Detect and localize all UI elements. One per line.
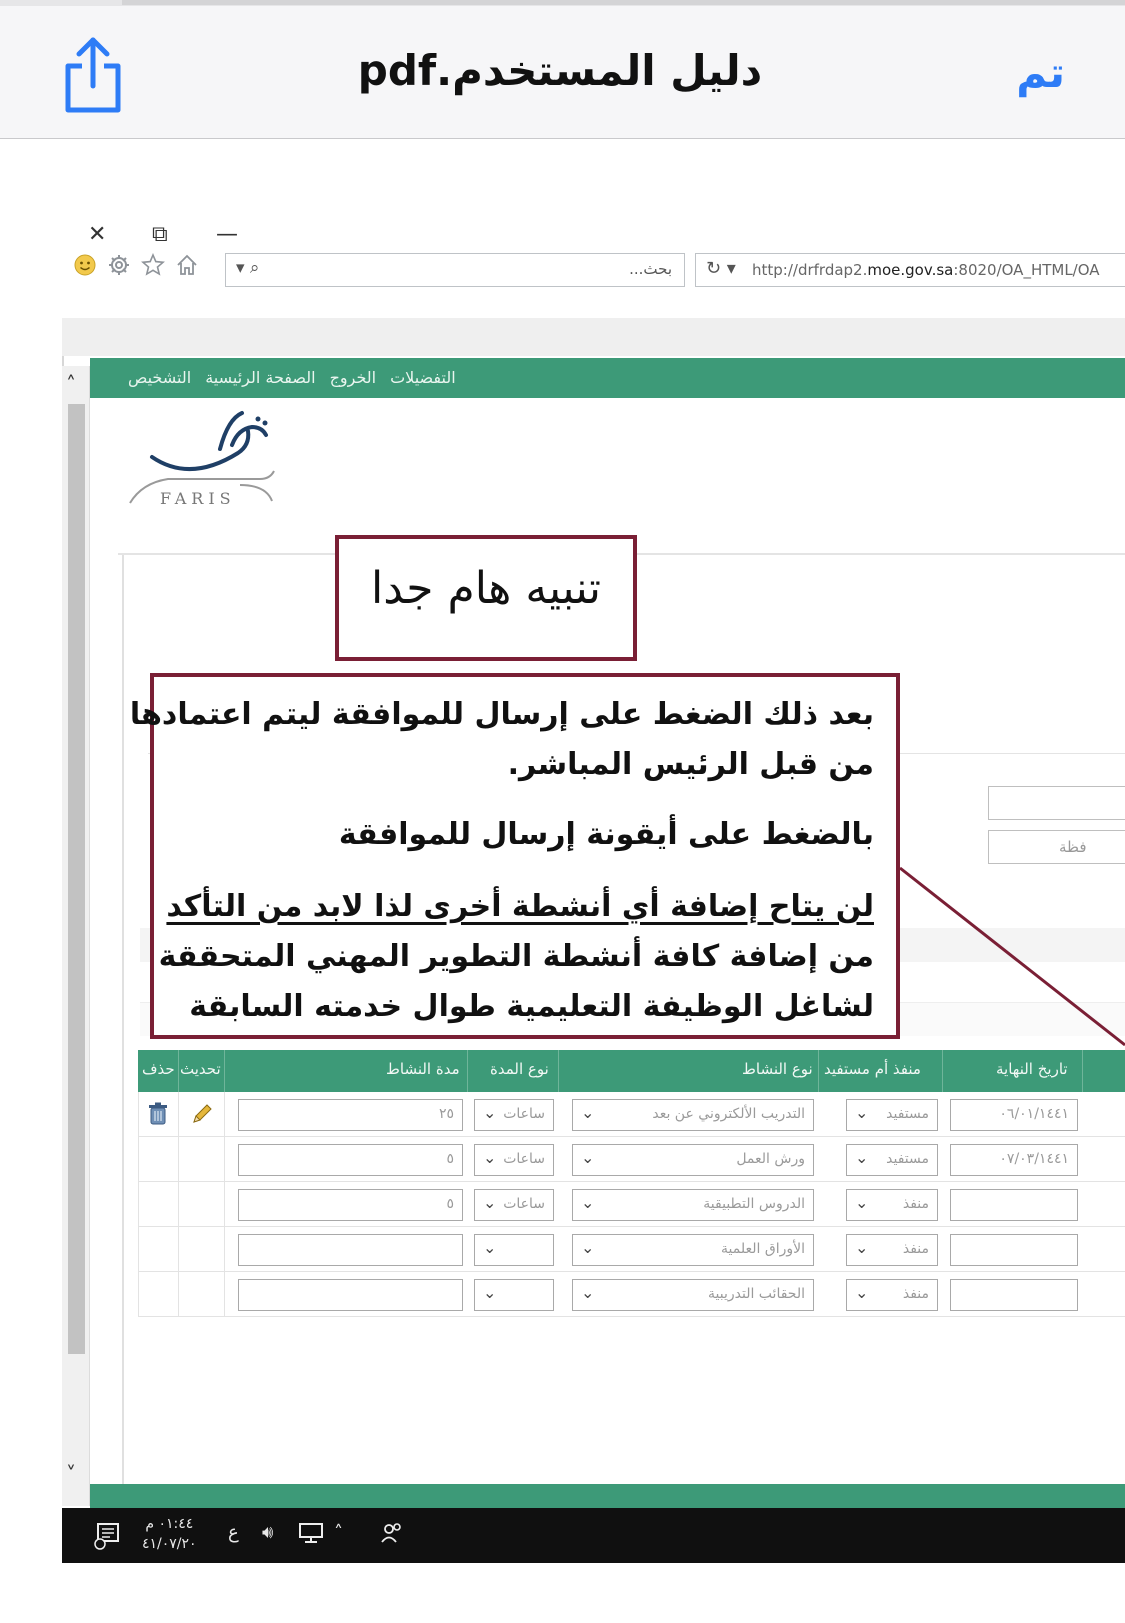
notification-icon[interactable] [94, 1520, 122, 1550]
chevron-down-icon: ⌄ [483, 1148, 497, 1167]
duration-input[interactable] [238, 1279, 463, 1311]
url-text: http://drfrdap2.moe.gov.sa:8020/OA_HTML/OA [752, 261, 1100, 279]
smiley-icon[interactable] [73, 253, 97, 277]
edit-icon[interactable] [190, 1102, 214, 1126]
activity-type-select[interactable]: الدروس التطبيقية ⌄ [572, 1189, 814, 1221]
alert-title: تنبيه هام جدا [370, 563, 601, 614]
alert-line-6: لشاغل الوظيفة التعليمية طوال خدمته السابقة [189, 989, 874, 1024]
executor-select[interactable]: منفذ ⌄ [846, 1279, 938, 1311]
minimize-window-button[interactable]: — [216, 222, 238, 247]
activity-type-select[interactable]: الأوراق العلمية ⌄ [572, 1234, 814, 1266]
clock-date: ٤١/٠٧/٢٠ [142, 1536, 197, 1552]
table-row [138, 1272, 1125, 1317]
app-nav [128, 368, 456, 392]
svg-text:FARIS: FARIS [160, 489, 236, 508]
chevron-down-icon: ⌄ [581, 1103, 595, 1122]
show-hidden-icons-chevron[interactable]: ˄ [334, 1522, 343, 1543]
nav-link-diagnostics[interactable]: التشخيص [128, 368, 192, 387]
duration-input[interactable]: ٢٥ [238, 1099, 463, 1131]
gear-icon[interactable] [107, 253, 131, 277]
alert-line-2: من قبل الرئيس المباشر. [507, 747, 874, 782]
faris-logo [120, 405, 280, 515]
col-activity-type: نوع النشاط [742, 1060, 813, 1078]
alert-title-box [335, 535, 637, 661]
network-icon[interactable] [298, 1522, 324, 1549]
language-indicator[interactable]: ع [228, 1522, 239, 1543]
done-button[interactable]: تم [1016, 48, 1065, 97]
duration-input[interactable] [238, 1234, 463, 1266]
nav-link-logout[interactable]: الخروج [329, 368, 377, 387]
end-date-input[interactable] [950, 1234, 1078, 1266]
col-update: تحديث [180, 1060, 221, 1078]
restore-window-button[interactable]: ⧉ [152, 222, 168, 247]
col-executor: منفذ أم مستفيد [824, 1060, 921, 1078]
table-row [138, 1137, 1125, 1182]
col-delete: حذف [142, 1060, 175, 1078]
end-date-input[interactable] [950, 1279, 1078, 1311]
alert-line-5: من إضافة كافة أنشطة التطوير المهني المتحققة [158, 939, 874, 974]
chevron-down-icon: ⌄ [483, 1283, 497, 1302]
end-date-input[interactable] [950, 1189, 1078, 1221]
nav-link-home[interactable]: الصفحة الرئيسية [205, 368, 316, 387]
chevron-down-icon: ⌄ [855, 1193, 869, 1212]
volume-icon[interactable]: 🔊︎ [262, 1522, 274, 1543]
alert-line-4: لن يتاح إضافة أي أنشطة أخرى لذا لابد من التأكد [166, 889, 874, 924]
end-date-input[interactable]: ٠٧/٠٣/١٤٤١ [950, 1144, 1078, 1176]
table-header [138, 1050, 1125, 1092]
region-field[interactable] [988, 830, 1125, 864]
end-date-input[interactable]: ٠٦/٠١/١٤٤١ [950, 1099, 1078, 1131]
chevron-down-icon: ⌄ [483, 1193, 497, 1212]
chevron-down-icon: ⌄ [855, 1283, 869, 1302]
search-icon: ▾ ⌕ [236, 258, 260, 278]
scrollbar-thumb[interactable] [68, 404, 85, 1354]
star-icon[interactable] [141, 253, 165, 277]
executor-select[interactable]: مستفيد ⌄ [846, 1144, 938, 1176]
duration-type-select[interactable]: ساعات ⌄ [474, 1189, 554, 1221]
form-field[interactable] [988, 786, 1125, 820]
duration-input[interactable]: ٥ [238, 1144, 463, 1176]
people-icon[interactable] [380, 1522, 404, 1549]
activity-type-select[interactable]: التدريب الألكتروني عن بعد ⌄ [572, 1099, 814, 1131]
table-row [138, 1227, 1125, 1272]
chevron-down-icon: ⌄ [581, 1283, 595, 1302]
chevron-down-icon: ⌄ [855, 1148, 869, 1167]
scroll-down-icon[interactable]: ˅ [66, 1462, 76, 1486]
col-duration: مدة النشاط [386, 1060, 460, 1078]
scroll-up-icon[interactable]: ˄ [66, 372, 76, 396]
col-duration-type: نوع المدة [490, 1060, 549, 1078]
chevron-down-icon: ⌄ [855, 1103, 869, 1122]
executor-select[interactable]: مستفيد ⌄ [846, 1099, 938, 1131]
alert-line-1: بعد ذلك الضغط على إرسال للموافقة ليتم اعتمادها [129, 697, 874, 732]
duration-type-select[interactable] [474, 1234, 554, 1266]
alert-line-3: بالضغط على أيقونة إرسال للموافقة [338, 817, 874, 852]
col-end-date: تاريخ النهاية [996, 1060, 1068, 1078]
activity-type-select[interactable]: ورش العمل ⌄ [572, 1144, 814, 1176]
executor-select[interactable]: منفذ ⌄ [846, 1234, 938, 1266]
executor-select[interactable]: منفذ ⌄ [846, 1189, 938, 1221]
chevron-down-icon: ⌄ [483, 1238, 497, 1257]
duration-input[interactable]: ٥ [238, 1189, 463, 1221]
panel-border [122, 555, 124, 1485]
clock-time: ٠١:٤٤ م [145, 1516, 194, 1532]
search-placeholder: بحث... [629, 260, 672, 278]
chevron-down-icon: ⌄ [581, 1148, 595, 1167]
alert-body-box [129, 673, 900, 1039]
search-input[interactable] [225, 253, 685, 287]
address-bar[interactable] [695, 253, 1125, 287]
region-field-text: فظة [1059, 838, 1087, 856]
browser-command-bar [62, 318, 1125, 356]
table-row [138, 1182, 1125, 1227]
close-window-button[interactable]: ✕ [88, 222, 107, 247]
nav-link-preferences[interactable]: التفضيلات [390, 368, 456, 387]
activity-type-select[interactable]: الحقائب التدريبية ⌄ [572, 1279, 814, 1311]
ios-navigation-bar [0, 6, 1125, 139]
chevron-down-icon: ⌄ [581, 1238, 595, 1257]
table-row [138, 1092, 1125, 1137]
document-title: دليل المستخدم.pdf [357, 46, 763, 95]
share-icon[interactable] [60, 34, 126, 116]
chevron-down-icon: ⌄ [855, 1238, 869, 1257]
duration-type-select[interactable] [474, 1279, 554, 1311]
windows-taskbar [62, 1508, 1125, 1563]
duration-type-select[interactable]: ساعات ⌄ [474, 1144, 554, 1176]
chevron-down-icon: ⌄ [483, 1103, 497, 1122]
delete-icon[interactable] [148, 1102, 168, 1126]
taskbar-clock[interactable] [142, 1514, 197, 1554]
app-footer-bar [90, 1484, 1125, 1508]
chevron-down-icon: ⌄ [581, 1193, 595, 1212]
home-icon[interactable] [175, 253, 199, 277]
duration-type-select[interactable]: ساعات ⌄ [474, 1099, 554, 1131]
refresh-icon[interactable]: ↻ ▾ [706, 258, 736, 279]
